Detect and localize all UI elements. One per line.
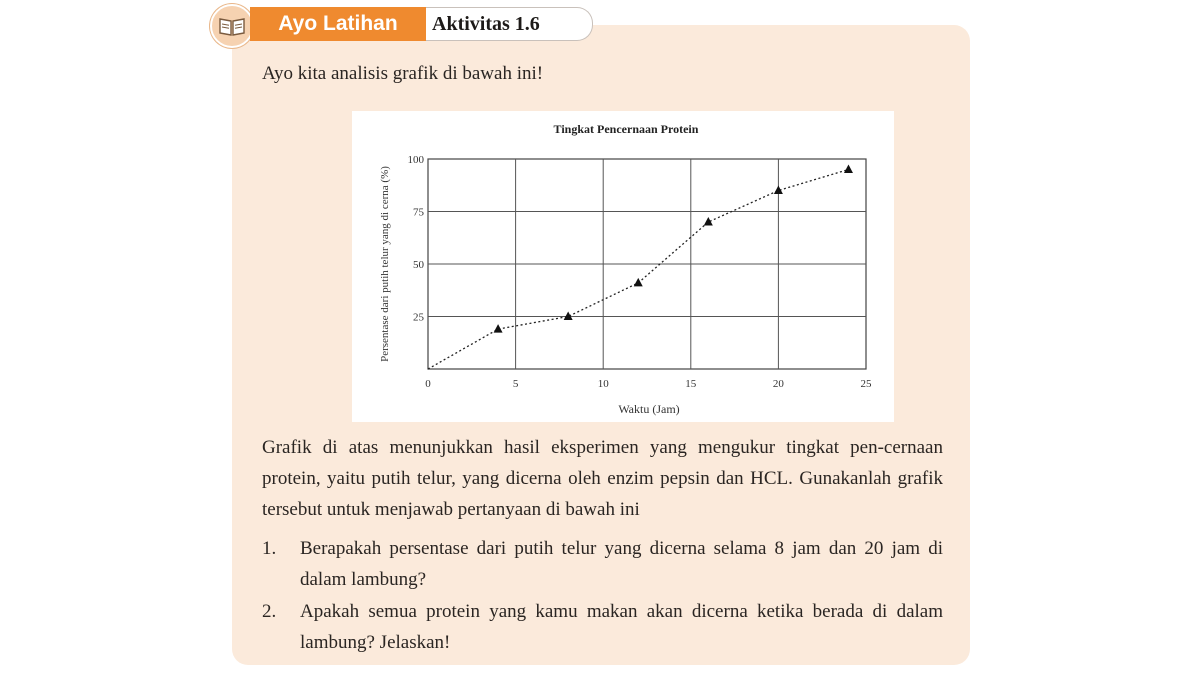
activity-title: Aktivitas 1.6	[426, 7, 593, 41]
chart-svg	[352, 111, 894, 422]
data-point-marker	[844, 165, 853, 174]
chart-series	[428, 165, 853, 370]
x-tick-label: 0	[425, 378, 431, 390]
y-tick-label: 75	[413, 206, 424, 219]
data-point-marker	[494, 324, 503, 333]
question-number: 1.	[262, 538, 277, 559]
chart	[352, 111, 894, 422]
description-paragraph: Grafik di atas menunjukkan hasil eksperimen yang mengukur tingkat pen-cernaan protein, yaitu putih telur, yang dicerna oleh enzim pepsin dan HCL. Gunakanlah grafik tersebut untuk menjawab pertanyaan di bawah ini	[262, 437, 943, 520]
question-text: Apakah semua protein yang kamu makan akan dicerna ketika berada di dalam lambung? Jelaskan!	[300, 601, 943, 653]
chart-grid	[428, 159, 866, 369]
chart-title: Tingkat Pencernaan Protein	[553, 122, 699, 136]
y-tick-label: 100	[407, 154, 424, 166]
x-axis-label: Waktu (Jam)	[618, 402, 680, 416]
data-point-marker	[564, 312, 573, 321]
data-point-marker	[634, 278, 643, 287]
x-tick-label: 25	[860, 378, 872, 390]
book-icon	[210, 4, 254, 48]
activity-header	[210, 4, 590, 44]
x-tick-label: 15	[685, 378, 697, 390]
y-tick-label: 50	[413, 259, 424, 271]
y-tick-label: 25	[413, 311, 424, 324]
activity-tag	[250, 7, 630, 41]
y-axis-label: Persentase dari putih telur yang di cerna (%)	[379, 166, 391, 362]
x-tick-label: 5	[512, 378, 519, 390]
intro-text: Ayo kita analisis grafik di bawah ini!	[262, 63, 544, 84]
tag-label: Ayo Latihan	[250, 7, 426, 41]
question-number: 2.	[262, 601, 277, 622]
question-text: Berapakah persentase dari putih telur yang dicerna selama 8 jam dan 20 jam di dalam lambung?	[300, 538, 943, 590]
series-line	[428, 170, 848, 370]
x-tick-label: 20	[772, 378, 784, 390]
x-tick-label: 10	[597, 378, 609, 390]
chart-ticks	[408, 154, 873, 390]
